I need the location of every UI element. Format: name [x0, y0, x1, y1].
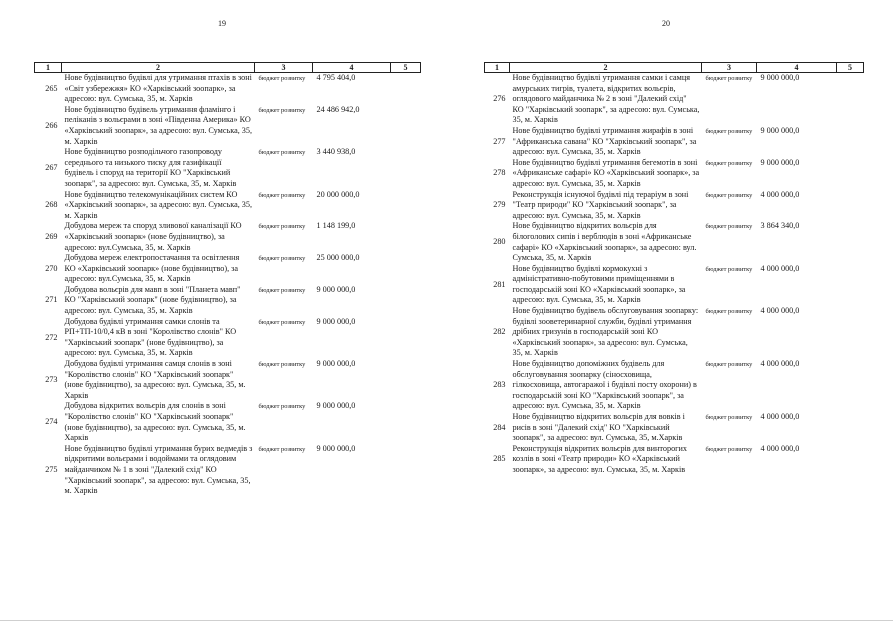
empty-cell: [391, 401, 421, 443]
amount-value: 4 000 000,0: [760, 443, 800, 453]
row-description: Реконструкція існуючої будівлі під тераріум в зоні "Театр природи" КО "Харківський зоопарк", за адресою: вул. Сумська, 35, м. Харків: [512, 189, 689, 220]
funding-source: бюджет розвитку: [258, 191, 306, 199]
row-number: 273: [45, 374, 58, 384]
funding-source: бюджет розвитку: [258, 318, 306, 326]
empty-cell: [391, 359, 421, 401]
col-header-3: 3: [702, 63, 757, 73]
row-description: Добудова будівлі утримання самця слонів в зоні "Королівство слонів" КО "Харківський зоопарк" (нове будівництво), за адресою: вул. Сумська, 35, м. Харків: [64, 359, 246, 400]
right-page: [484, 62, 863, 476]
table-row: [35, 190, 421, 222]
page-number-left: 19: [218, 19, 226, 28]
table-row: [485, 73, 864, 126]
row-number: 284: [493, 422, 506, 432]
amount-value: 4 000 000,0: [760, 263, 800, 273]
empty-cell: [837, 190, 864, 222]
budget-table-right: [484, 62, 864, 476]
col-header-2: 2: [62, 63, 255, 73]
table-row: [485, 158, 864, 190]
amount-value: 9 000 000,0: [316, 284, 356, 294]
empty-cell: [391, 444, 421, 497]
table-row: [485, 126, 864, 158]
amount-value: 3 440 938,0: [316, 147, 356, 157]
row-number: 283: [493, 380, 506, 390]
row-number: 285: [493, 454, 506, 464]
header-row: [35, 63, 421, 73]
col-header-1: 1: [35, 63, 62, 73]
amount-value: 4 000 000,0: [760, 412, 800, 421]
row-number: 276: [493, 94, 506, 104]
col-header-5: 5: [837, 63, 864, 73]
empty-cell: [837, 306, 864, 359]
row-number: 281: [493, 279, 506, 289]
row-description: Добудова відкритих вольєрів для слонів в зоні "Королівство слонів" КО "Харківський зоопарк" (нове будівництво), за адресою: вул. Сумська, 35, м. Харків: [64, 401, 246, 443]
empty-cell: [391, 73, 421, 105]
funding-source: бюджет розвитку: [705, 75, 753, 82]
col-header-4: 4: [757, 63, 837, 73]
empty-cell: [391, 105, 421, 147]
row-description: Нове будівництво телекомунікаційних систем КО «Харківський зоопарк», за адресою: вул. Сумська, 35, м. Харків: [64, 189, 253, 220]
row-number: 270: [45, 263, 58, 273]
amount-value: 4 000 000,0: [760, 306, 800, 316]
row-description: Добудова мереж та споруд зливової каналізації КО «Харківський зоопарк» (нове будівництво), за адресою: вул.Сумська, 35, м. Харків: [64, 221, 242, 252]
table-row: [35, 147, 421, 189]
table-row: [35, 444, 421, 497]
table-row: [485, 444, 864, 476]
col-header-1: 1: [485, 63, 510, 73]
funding-source: бюджет розвитку: [705, 308, 753, 316]
row-number: 268: [45, 200, 58, 210]
empty-cell: [837, 73, 864, 126]
left-page: [34, 62, 420, 497]
funding-source: бюджет розвитку: [258, 403, 306, 411]
amount-value: 24 486 942,0: [316, 104, 360, 114]
funding-source: бюджет розвитку: [258, 223, 306, 231]
empty-cell: [837, 359, 864, 412]
funding-source: бюджет розвитку: [705, 414, 753, 421]
row-description: Нове будівництво будівлі для утримання птахів в зоні «Світ узбережжя» КО «Харківський зоопарк», за адресою: вул. Сумська, 35, м. Харків: [64, 73, 252, 104]
table-row: [35, 401, 421, 443]
table-row: [485, 412, 864, 444]
empty-cell: [837, 158, 864, 190]
empty-cell: [837, 412, 864, 444]
col-header-2: 2: [510, 63, 702, 73]
funding-source: бюджет розвитку: [705, 361, 753, 369]
funding-source: бюджет розвитку: [705, 159, 753, 167]
empty-cell: [391, 285, 421, 317]
table-row: [35, 253, 421, 285]
row-description: Добудова мереж електропостачання та освітлення КО «Харківський зоопарк» (нове будівництво), за адресою: вул.Сумська, 35, м. Харків: [64, 253, 240, 284]
amount-value: 9 000 000,0: [316, 443, 356, 453]
row-number: 269: [45, 231, 58, 241]
funding-source: бюджет розвитку: [258, 255, 306, 263]
table-row: [485, 190, 864, 222]
header-row: [485, 63, 864, 73]
row-number: 271: [45, 295, 58, 305]
funding-source: бюджет розвитку: [705, 445, 753, 453]
budget-table-left: [34, 62, 421, 497]
funding-source: бюджет розвитку: [705, 127, 753, 135]
empty-cell: [391, 190, 421, 222]
table-row: [485, 306, 864, 359]
table-row: [35, 73, 421, 105]
row-number: 267: [45, 163, 58, 173]
empty-cell: [391, 147, 421, 189]
funding-source: бюджет розвитку: [705, 191, 753, 199]
row-number: 274: [45, 417, 58, 427]
funding-source: бюджет розвитку: [705, 223, 753, 231]
amount-value: 3 864 340,0: [760, 221, 800, 231]
empty-cell: [391, 317, 421, 359]
empty-cell: [391, 221, 421, 253]
funding-source: бюджет розвитку: [258, 149, 306, 157]
row-description: Нове будівництво розподільчого газопроводу середнього та низького тиску для газифікації будівель і споруд на території КО "Харківський зоопарк", за адресою: вул. Сумська, 35, м. Харків: [64, 147, 237, 188]
row-description: Добудова будівлі утримання самки слонів та РП+ТП-10/0,4 кВ в зоні "Королівство слонів" КО "Харківський зоопарк" (нове будівництво), за адресою: вул. Сумська, 35, м. Харків: [64, 316, 237, 358]
amount-value: 4 000 000,0: [760, 359, 800, 369]
row-description: Нове будівництво будівель утримання фламінго і пеліканів з вольєрами в зоні «Південна Америка» КО «Харківський зоопарк», за адресою: вул. Сумська, 35, м. Харків: [64, 104, 253, 146]
row-description: Добудова вольєрів для мавп в зоні "Планета мавп" КО "Харківський зоопарк" (нове будівництво), за адресою: вул. Сумська, 35, м. Харків: [64, 284, 241, 316]
table-row: [485, 264, 864, 306]
col-header-4: 4: [313, 63, 391, 73]
row-number: 266: [45, 120, 58, 130]
row-description: Реконструкція відкритих вольєрів для винторогих козлів в зоні «Театр природи» КО «Харківський зоопарк», за адресою: вул. Сумська, 35, м. Харків: [512, 443, 688, 474]
row-number: 272: [45, 332, 58, 342]
amount-value: 4 000 000,0: [760, 189, 800, 199]
amount-value: 9 000 000,0: [316, 401, 356, 411]
amount-value: 9 000 000,0: [316, 359, 356, 369]
empty-cell: [837, 264, 864, 306]
row-number: 280: [493, 237, 506, 247]
table-row: [485, 221, 864, 263]
table-row: [35, 221, 421, 253]
empty-cell: [391, 253, 421, 285]
table-row: [485, 359, 864, 412]
funding-source: бюджет розвитку: [705, 265, 753, 273]
amount-value: 9 000 000,0: [760, 157, 800, 167]
page-number-right: 20: [662, 19, 670, 28]
amount-value: 9 000 000,0: [760, 73, 800, 82]
table-row: [35, 105, 421, 147]
row-description: Нове будівництво відкритих вольєрів для білоголових сипів і верблюдів в зоні «Африканське сафарі» КО «Харківський зоопарк», за адресою: вул. Сумська, 35, м. Харків: [512, 221, 697, 263]
amount-value: 9 000 000,0: [316, 316, 356, 326]
col-header-3: 3: [255, 63, 313, 73]
row-number: 282: [493, 327, 506, 337]
row-description: Нове будівництво допоміжних будівель для обслуговування зоопарку (сіносховища, гілкосховища, автогаражої і будівлі посту охорони) в господарській зоні КО "Харківський зоопарк", за адресою: вул. Сумська, 35, м. Харків: [512, 359, 697, 411]
amount-value: 25 000 000,0: [316, 253, 360, 263]
empty-cell: [837, 444, 864, 476]
funding-source: бюджет розвитку: [258, 445, 306, 453]
funding-source: бюджет розвитку: [258, 106, 306, 114]
table-row: [35, 317, 421, 359]
row-number: 278: [493, 168, 506, 178]
bottom-divider: [0, 620, 893, 621]
amount-value: 4 795 404,0: [316, 73, 356, 82]
row-number: 279: [493, 200, 506, 210]
funding-source: бюджет розвитку: [258, 361, 306, 369]
row-description: Нове будівництво будівлі утримання бегемотів в зоні «Африканське сафарі» КО «Харківський зоопарк», за адресою: вул. Сумська, 35, м. Харків: [512, 157, 700, 188]
funding-source: бюджет розвитку: [258, 75, 306, 82]
row-description: Нове будівництво будівлі утримання бурих ведмедів з відкритими вольєрами і водоймами та оглядовим майданчиком № 1 в зоні "Далекий схід" КО "Харківський зоопарк", за адресою: вул. Сумська, 35, м. Харків: [64, 443, 253, 496]
col-header-5: 5: [391, 63, 421, 73]
table-row: [35, 285, 421, 317]
amount-value: 20 000 000,0: [316, 189, 360, 199]
table-row: [35, 359, 421, 401]
funding-source: бюджет розвитку: [258, 286, 306, 294]
empty-cell: [837, 221, 864, 263]
row-description: Нове будівництво будівлі кормокухні з адміністративно-побутовими приміщеннями в господарській зоні КО «Харківський зоопарк», за адресою: вул. Сумська, 35, м. Харків: [512, 263, 686, 305]
row-number: 265: [45, 83, 58, 93]
row-description: Нове будівництво відкритих вольєрів для вовків і рисів в зоні "Далекий схід" КО "Харківський зоопарк", за адресою: вул. Сумська, 35, м.Харків: [512, 412, 685, 443]
row-description: Нове будівництво будівлі утримання жирафів в зоні "Африканська савана" КО "Харківський зоопарк", за адресою: вул. Сумська, 35, м. Харків: [512, 125, 697, 157]
row-description: Нове будівництво будівлі утримання самки і самця амурських тигрів, туалета, відкритих вольєрів, оглядового майданчика № 2 в зоні "Далекий схід" КО "Харківський зоопарк", за адресою: вул. Сумська, 35, м. Харків: [512, 73, 700, 125]
amount-value: 9 000 000,0: [760, 125, 800, 135]
empty-cell: [837, 126, 864, 158]
amount-value: 1 148 199,0: [316, 221, 356, 231]
row-number: 277: [493, 136, 506, 146]
row-number: 275: [45, 464, 58, 474]
row-description: Нове будівництво будівель обслуговування зоопарку: будівлі зооветеринарної служби, будівлі утримання дрібних гризунів в господарській зоні КО «Харківський зоопарк», за адресою: вул. Сумська, 35, м. Харків: [512, 306, 699, 358]
